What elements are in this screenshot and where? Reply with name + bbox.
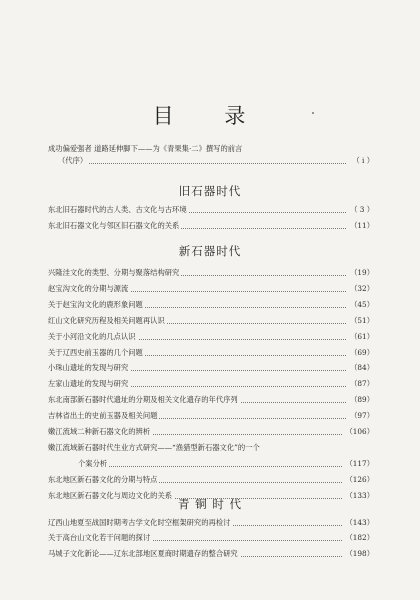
toc-entry-page-number: （106）	[345, 427, 374, 436]
dot-leader	[78, 465, 346, 467]
toc-entry-page-number: （69）	[350, 347, 374, 357]
toc-entry-page-number: （84）	[350, 363, 374, 373]
toc-entry-title: 左家山遗址的发现与研究	[48, 379, 129, 389]
toc-entry-page-number: （19）	[350, 268, 374, 277]
toc-entry-page-number: （ 3 ）	[350, 205, 374, 214]
toc-entry-page-number: （11）	[350, 221, 374, 230]
dot-leader	[88, 162, 346, 164]
preface-entry-line1	[48, 144, 374, 153]
toc-entry[interactable]	[48, 549, 374, 558]
toc-entry-title: 小珠山遗址的发现与研究	[48, 363, 129, 373]
toc-entry-title: 关于赵宝沟文化的鹿形象问题	[48, 299, 143, 309]
section-heading: 新石器时代	[178, 244, 242, 258]
toc-entry-title: 马城子文化新论——辽东北部地区夏商时期遗存的整合研究	[48, 548, 238, 558]
section-heading: 青 铜 时 代	[178, 497, 242, 511]
toc-entry-title: 赵宝沟文化的分期与源流	[48, 283, 129, 293]
preface-page-number: （ i ）	[352, 156, 374, 165]
toc-entry-page-number: （87）	[350, 379, 374, 389]
page-title: 目 录	[152, 104, 268, 128]
toc-entry-title: 关于辽西史前玉器的几个问题	[48, 347, 143, 357]
toc-entry[interactable]	[48, 348, 374, 357]
toc-entry[interactable]	[48, 533, 374, 542]
toc-entry[interactable]	[48, 268, 374, 277]
toc-entry[interactable]	[48, 518, 374, 527]
toc-entry[interactable]	[48, 427, 374, 436]
toc-entry[interactable]	[48, 363, 374, 372]
preface-line2: （代序）	[58, 156, 88, 165]
toc-entry-title: 红山文化研究历程及相关问题再认识	[48, 315, 165, 325]
section-heading: 旧石器时代	[178, 184, 242, 198]
preface-line1: 成功偏爱强者 道路延伸脚下——为《青果集·二》撰写的前言	[48, 144, 243, 153]
toc-entry-page-number: （143）	[345, 518, 374, 527]
toc-entry[interactable]	[48, 300, 374, 309]
page-speck	[312, 112, 314, 114]
toc-entry-title: 吉林省出土的史前玉器及相关问题	[48, 411, 158, 421]
toc-entry-page-number: （117）	[345, 458, 374, 468]
toc-entry[interactable]	[48, 316, 374, 325]
toc-entry[interactable]	[48, 411, 374, 420]
toc-entry-title: 东北旧石器文化与邻区旧石器文化的关系	[48, 221, 180, 230]
toc-entry-page-number: （89）	[350, 395, 374, 405]
toc-entry-title: 东北地区新石器文化的分期与特点	[48, 474, 158, 484]
toc-entry-page-number: （182）	[345, 533, 374, 543]
toc-entry[interactable]	[48, 379, 374, 388]
preface-entry-line2	[48, 156, 374, 165]
toc-entry[interactable]	[48, 395, 374, 404]
toc-entry-page-number: （133）	[345, 490, 374, 500]
toc-entry-page-number: （61）	[350, 331, 374, 341]
toc-entry[interactable]	[48, 205, 374, 214]
toc-entry[interactable]	[48, 459, 374, 468]
toc-entry-title: 嫩江流域二种新石器文化的辨析	[48, 427, 151, 436]
toc-entry[interactable]	[48, 221, 374, 230]
toc-entry-page-number: （51）	[350, 315, 374, 325]
toc-entry-title: 兴隆洼文化的类型、分期与聚落结构研究	[48, 268, 180, 277]
toc-entry-page-number: （32）	[350, 283, 374, 293]
toc-entry-page-number: （198）	[345, 548, 374, 558]
toc-entry-title: 关于高台山文化若干问题的探讨	[48, 533, 151, 543]
toc-entry[interactable]	[48, 443, 374, 452]
toc-entry-title: 辽西山地夏至战国时期考古学文化时空框架研究的再检讨	[48, 518, 231, 527]
toc-entry-title: 东北地区新石器文化与周边文化的关系	[48, 490, 173, 500]
toc-entry-title: 东北旧石器时代的古人类、古文化与古环境	[48, 205, 187, 214]
toc-entry-page-number: （45）	[350, 299, 374, 309]
toc-entry-title: 东北南部新石器时代遗址的分期及相关文化遗存的年代序列	[48, 395, 238, 405]
toc-entry-title: 个案分析	[78, 458, 108, 468]
toc-entry-page-number: （126）	[345, 474, 374, 484]
toc-entry[interactable]	[48, 475, 374, 484]
toc-entry-title: 关于小河沿文化的几点认识	[48, 331, 136, 341]
toc-entry[interactable]	[48, 332, 374, 341]
toc-entry[interactable]	[48, 284, 374, 293]
toc-entry-title: 嫩江流域新石器时代生业方式研究——“渔猎型新石器文化”的一个	[48, 442, 260, 452]
toc-entry-page-number: （97）	[350, 411, 374, 421]
